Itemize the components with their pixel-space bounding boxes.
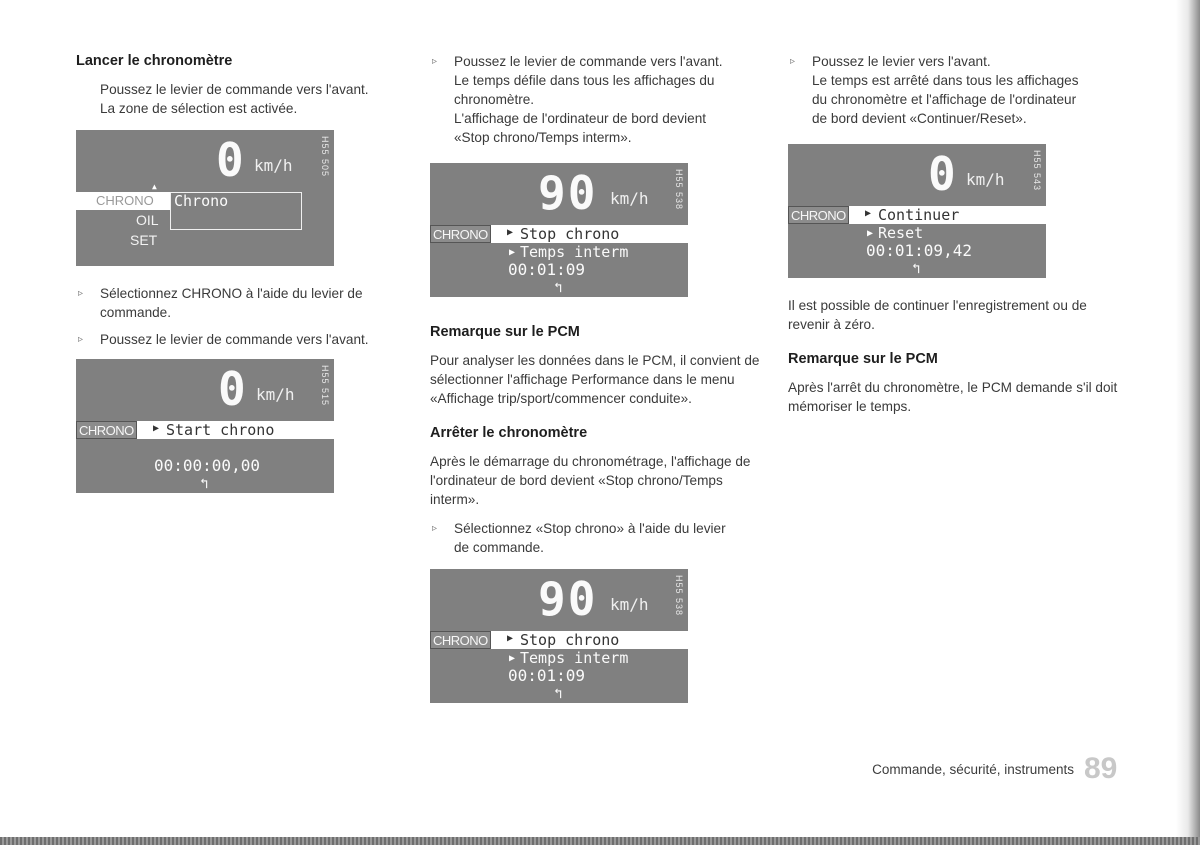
paragraph-pcm-save: Après l'arrêt du chronomètre, le PCM demande s'il doit mémoriser le temps. — [788, 380, 1118, 414]
figure-code: H55 538 — [674, 575, 684, 617]
selected-item: Start chrono — [166, 421, 275, 439]
chrono-tag: CHRONO — [430, 225, 491, 243]
return-arrow-icon: ↰ — [912, 261, 921, 277]
up-arrow-icon: ▲ — [152, 182, 157, 191]
step-text: Poussez le levier de commande vers l'avant. — [100, 332, 369, 347]
speed-unit: km/h — [966, 170, 1005, 189]
play-arrow-icon: ▶ — [507, 633, 514, 644]
chrono-tag: CHRONO — [430, 631, 491, 649]
selected-item: Continuer — [878, 206, 960, 224]
bullet-triangle-icon: ▹ — [790, 56, 796, 67]
step-text: Poussez le levier vers l'avant. Le temps est arrêté dans tous les affichages du chronomètre et l'affichage de l'ordinateur de bord devient «Continuer/Reset». — [812, 54, 1079, 126]
menu-item-temps-interm: Temps interm — [520, 649, 629, 667]
play-arrow-icon: ▶ — [509, 653, 516, 664]
chrono-tag: CHRONO — [788, 206, 849, 224]
speed-unit: km/h — [610, 595, 649, 614]
speed-value: 90 — [538, 166, 598, 220]
play-arrow-icon: ▶ — [153, 423, 160, 434]
paragraph-continue-or-reset: Il est possible de continuer l'enregistrement ou de revenir à zéro. — [788, 298, 1087, 332]
step-push-lever-2 — [76, 330, 406, 349]
speed-unit: km/h — [254, 156, 293, 175]
display-screen-start-chrono — [76, 359, 334, 493]
page-number: 89 — [1084, 752, 1118, 785]
play-arrow-icon: ▶ — [507, 227, 514, 238]
display-screen-continue-reset — [788, 144, 1046, 278]
display-screen-stop-chrono-2 — [430, 569, 688, 703]
timer-value: 00:00:00,00 — [154, 456, 260, 475]
paragraph-stop-chrono: Après le démarrage du chronométrage, l'affichage de l'ordinateur de bord devient «Stop chrono/Temps interm». — [430, 454, 751, 507]
return-arrow-icon: ↰ — [554, 280, 563, 296]
selected-item: Stop chrono — [520, 225, 620, 243]
heading-stop-chrono: Arrêter le chronomètre — [430, 425, 588, 441]
column-1 — [76, 52, 406, 511]
chrono-label: CHRONO — [96, 193, 154, 208]
menu-item-oil: OIL — [136, 212, 159, 228]
step-text: Poussez le levier de commande vers l'avant. Le temps défile dans tous les affichages du chronomètre. L'affichage de l'ordinateur de bord devient «Stop chrono/Temps interm». — [454, 54, 723, 145]
step-push-lever — [76, 80, 406, 118]
step-push-lever — [788, 52, 1128, 128]
timer-value: 00:01:09 — [508, 260, 586, 279]
menu-item-temps-interm: Temps interm — [520, 243, 629, 261]
speed-value: 0 — [218, 362, 248, 416]
bullet-triangle-icon: ▹ — [78, 334, 84, 345]
speed-value: 90 — [538, 572, 598, 626]
play-arrow-icon: ▶ — [867, 228, 874, 239]
selected-item: Stop chrono — [520, 631, 620, 649]
step-text: Poussez le levier de commande vers l'avant. La zone de sélection est activée. — [100, 82, 369, 116]
play-arrow-icon: ▶ — [509, 247, 516, 258]
speed-unit: km/h — [256, 385, 295, 404]
step-select-stop-chrono — [430, 519, 770, 557]
timer-value: 00:01:09 — [508, 666, 586, 685]
display-screen-stop-chrono — [430, 163, 688, 297]
page-bottom-edge — [0, 837, 1200, 845]
step-text: Sélectionnez CHRONO à l'aide du levier de commande. — [100, 286, 363, 320]
menu-item-reset: Reset — [878, 224, 924, 242]
heading-pcm-note: Remarque sur le PCM — [430, 324, 580, 340]
timer-value: 00:01:09,42 — [866, 241, 972, 260]
bullet-triangle-icon: ▹ — [78, 288, 84, 299]
page-edge — [1176, 0, 1200, 845]
step-text: Sélectionnez «Stop chrono» à l'aide du levier de commande. — [454, 521, 726, 555]
return-arrow-icon: ↰ — [554, 686, 563, 702]
heading-start-chrono: Lancer le chronomètre — [76, 53, 233, 69]
speed-value: 0 — [928, 147, 958, 201]
figure-code: H55 515 — [320, 365, 330, 407]
heading-pcm-note: Remarque sur le PCM — [788, 351, 938, 367]
step-push-lever — [430, 52, 770, 147]
figure-code: H55 505 — [320, 136, 330, 178]
column-2 — [430, 52, 770, 721]
menu-item-set: SET — [130, 232, 158, 248]
chrono-tag: CHRONO — [76, 421, 137, 439]
bullet-triangle-icon: ▹ — [432, 56, 438, 67]
return-arrow-icon: ↰ — [200, 476, 209, 492]
figure-code: H55 543 — [1032, 150, 1042, 192]
footer-section-title: Commande, sécurité, instruments — [872, 762, 1074, 777]
speed-value: 0 — [216, 133, 246, 187]
display-screen-chrono-menu — [76, 130, 334, 266]
step-select-chrono — [76, 284, 406, 322]
figure-code: H55 538 — [674, 169, 684, 211]
paragraph-pcm-note: Pour analyser les données dans le PCM, il convient de sélectionner l'affichage Performance dans le menu «Affichage trip/sport/commencer conduite». — [430, 353, 760, 406]
play-arrow-icon: ▶ — [865, 208, 872, 219]
column-3 — [788, 52, 1128, 426]
selected-item: Chrono — [174, 192, 229, 210]
bullet-triangle-icon: ▹ — [432, 523, 438, 534]
speed-unit: km/h — [610, 189, 649, 208]
